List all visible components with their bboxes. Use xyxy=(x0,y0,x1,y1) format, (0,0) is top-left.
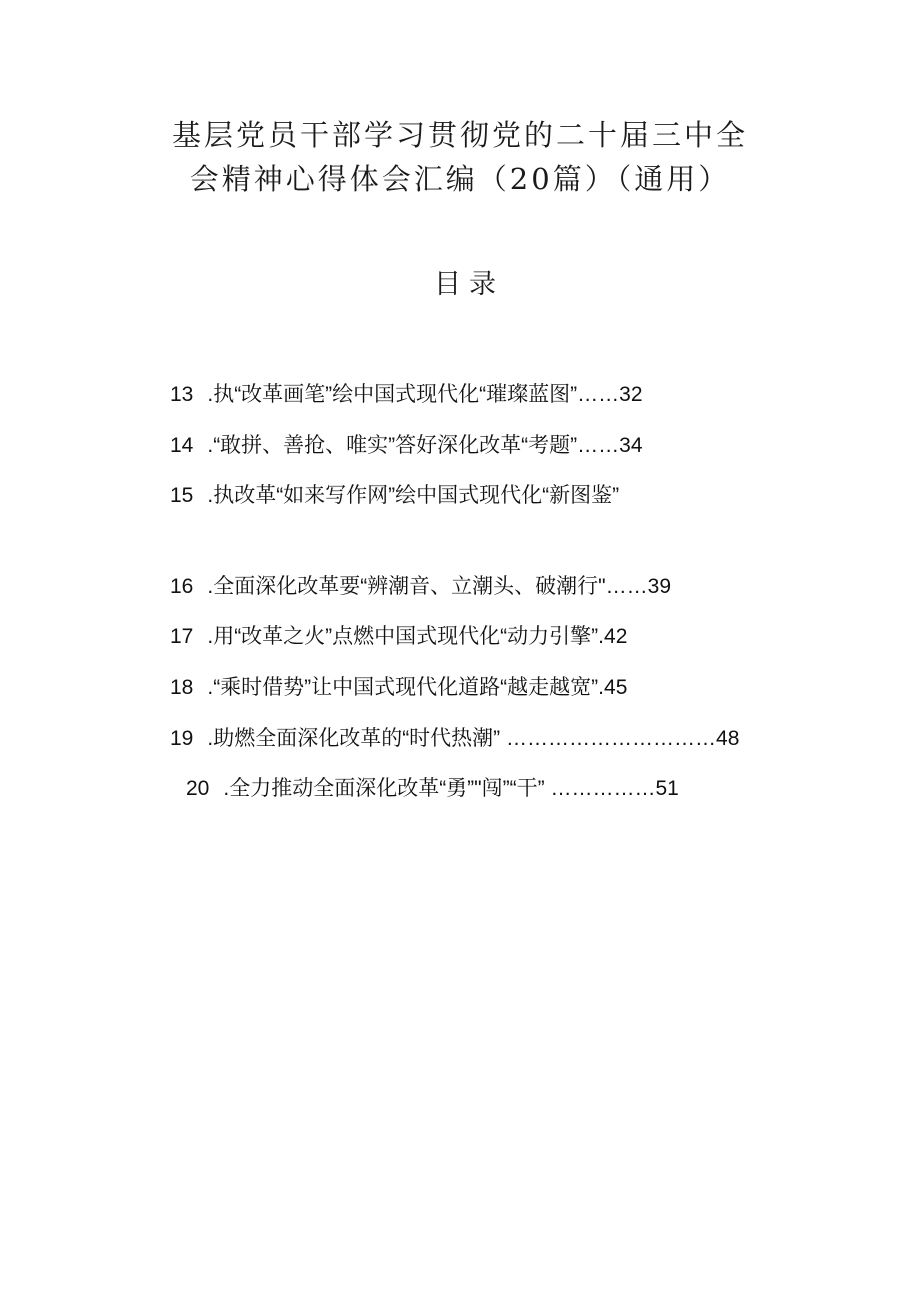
toc-entry-title: .“敢拼、善抢、唯实”答好深化改革“考题” xyxy=(207,434,578,457)
document-title-line-1: 基层党员干部学习贯彻党的二十届三中全 xyxy=(171,118,748,152)
toc-heading: 目录 xyxy=(434,269,504,300)
toc-entry-16[interactable] xyxy=(170,572,671,602)
toc-entry-17[interactable] xyxy=(170,622,627,652)
toc-entry-title: .用“改革之火”点燃中国式现代化“动力引擎” xyxy=(207,625,599,648)
toc-entry-leader: . xyxy=(598,625,605,648)
toc-entry-number: 13 xyxy=(170,383,194,406)
toc-entry-leader: ………………………… xyxy=(500,727,717,750)
document-title-line-2: 会精神心得体会汇编（20篇）（通用） xyxy=(189,162,731,196)
toc-entry-title: .全面深化改革要“辨潮音、立潮头、破潮行" xyxy=(207,575,606,598)
toc-entry-page: 32 xyxy=(619,383,643,406)
toc-entry-15[interactable] xyxy=(170,481,619,511)
toc-entry-18[interactable] xyxy=(170,673,627,703)
toc-entry-leader: . xyxy=(598,676,605,699)
toc-entry-title: .“乘时借势”让中国式现代化道路“越走越宽” xyxy=(207,676,599,699)
toc-entry-number: 16 xyxy=(170,575,194,598)
toc-entry-leader: …… xyxy=(577,434,620,457)
toc-entry-page: 39 xyxy=(647,575,671,598)
toc-entry-number: 14 xyxy=(170,434,194,457)
toc-entry-number: 18 xyxy=(170,676,194,699)
toc-entry-page: 45 xyxy=(604,676,628,699)
toc-entry-leader: …… xyxy=(605,575,648,598)
toc-entry-page: 42 xyxy=(604,625,628,648)
toc-entry-20[interactable] xyxy=(186,774,679,804)
toc-entry-number: 19 xyxy=(170,727,194,750)
toc-entry-title: .执改革“如来写作网”绘中国式现代化“新图鉴” xyxy=(207,484,620,507)
toc-entry-title: .全力推动全面深化改革“勇”"闯”“干” xyxy=(223,777,545,800)
toc-entry-number: 17 xyxy=(170,625,194,648)
toc-entry-19[interactable] xyxy=(170,724,739,754)
toc-entry-title: .执“改革画笔”绘中国式现代化“璀璨蓝图” xyxy=(207,383,578,406)
toc-entry-leader: …………… xyxy=(544,777,656,800)
toc-entry-title: .助燃全面深化改革的“时代热潮” xyxy=(207,727,501,750)
toc-entry-number: 20 xyxy=(186,777,210,800)
toc-entry-leader: …… xyxy=(577,383,620,406)
toc-entry-page: 48 xyxy=(716,727,740,750)
toc-entry-page: 51 xyxy=(655,777,679,800)
toc-entry-page: 34 xyxy=(619,434,643,457)
toc-entry-13[interactable] xyxy=(170,380,643,410)
toc-entry-number: 15 xyxy=(170,484,194,507)
toc-entry-14[interactable] xyxy=(170,431,643,461)
